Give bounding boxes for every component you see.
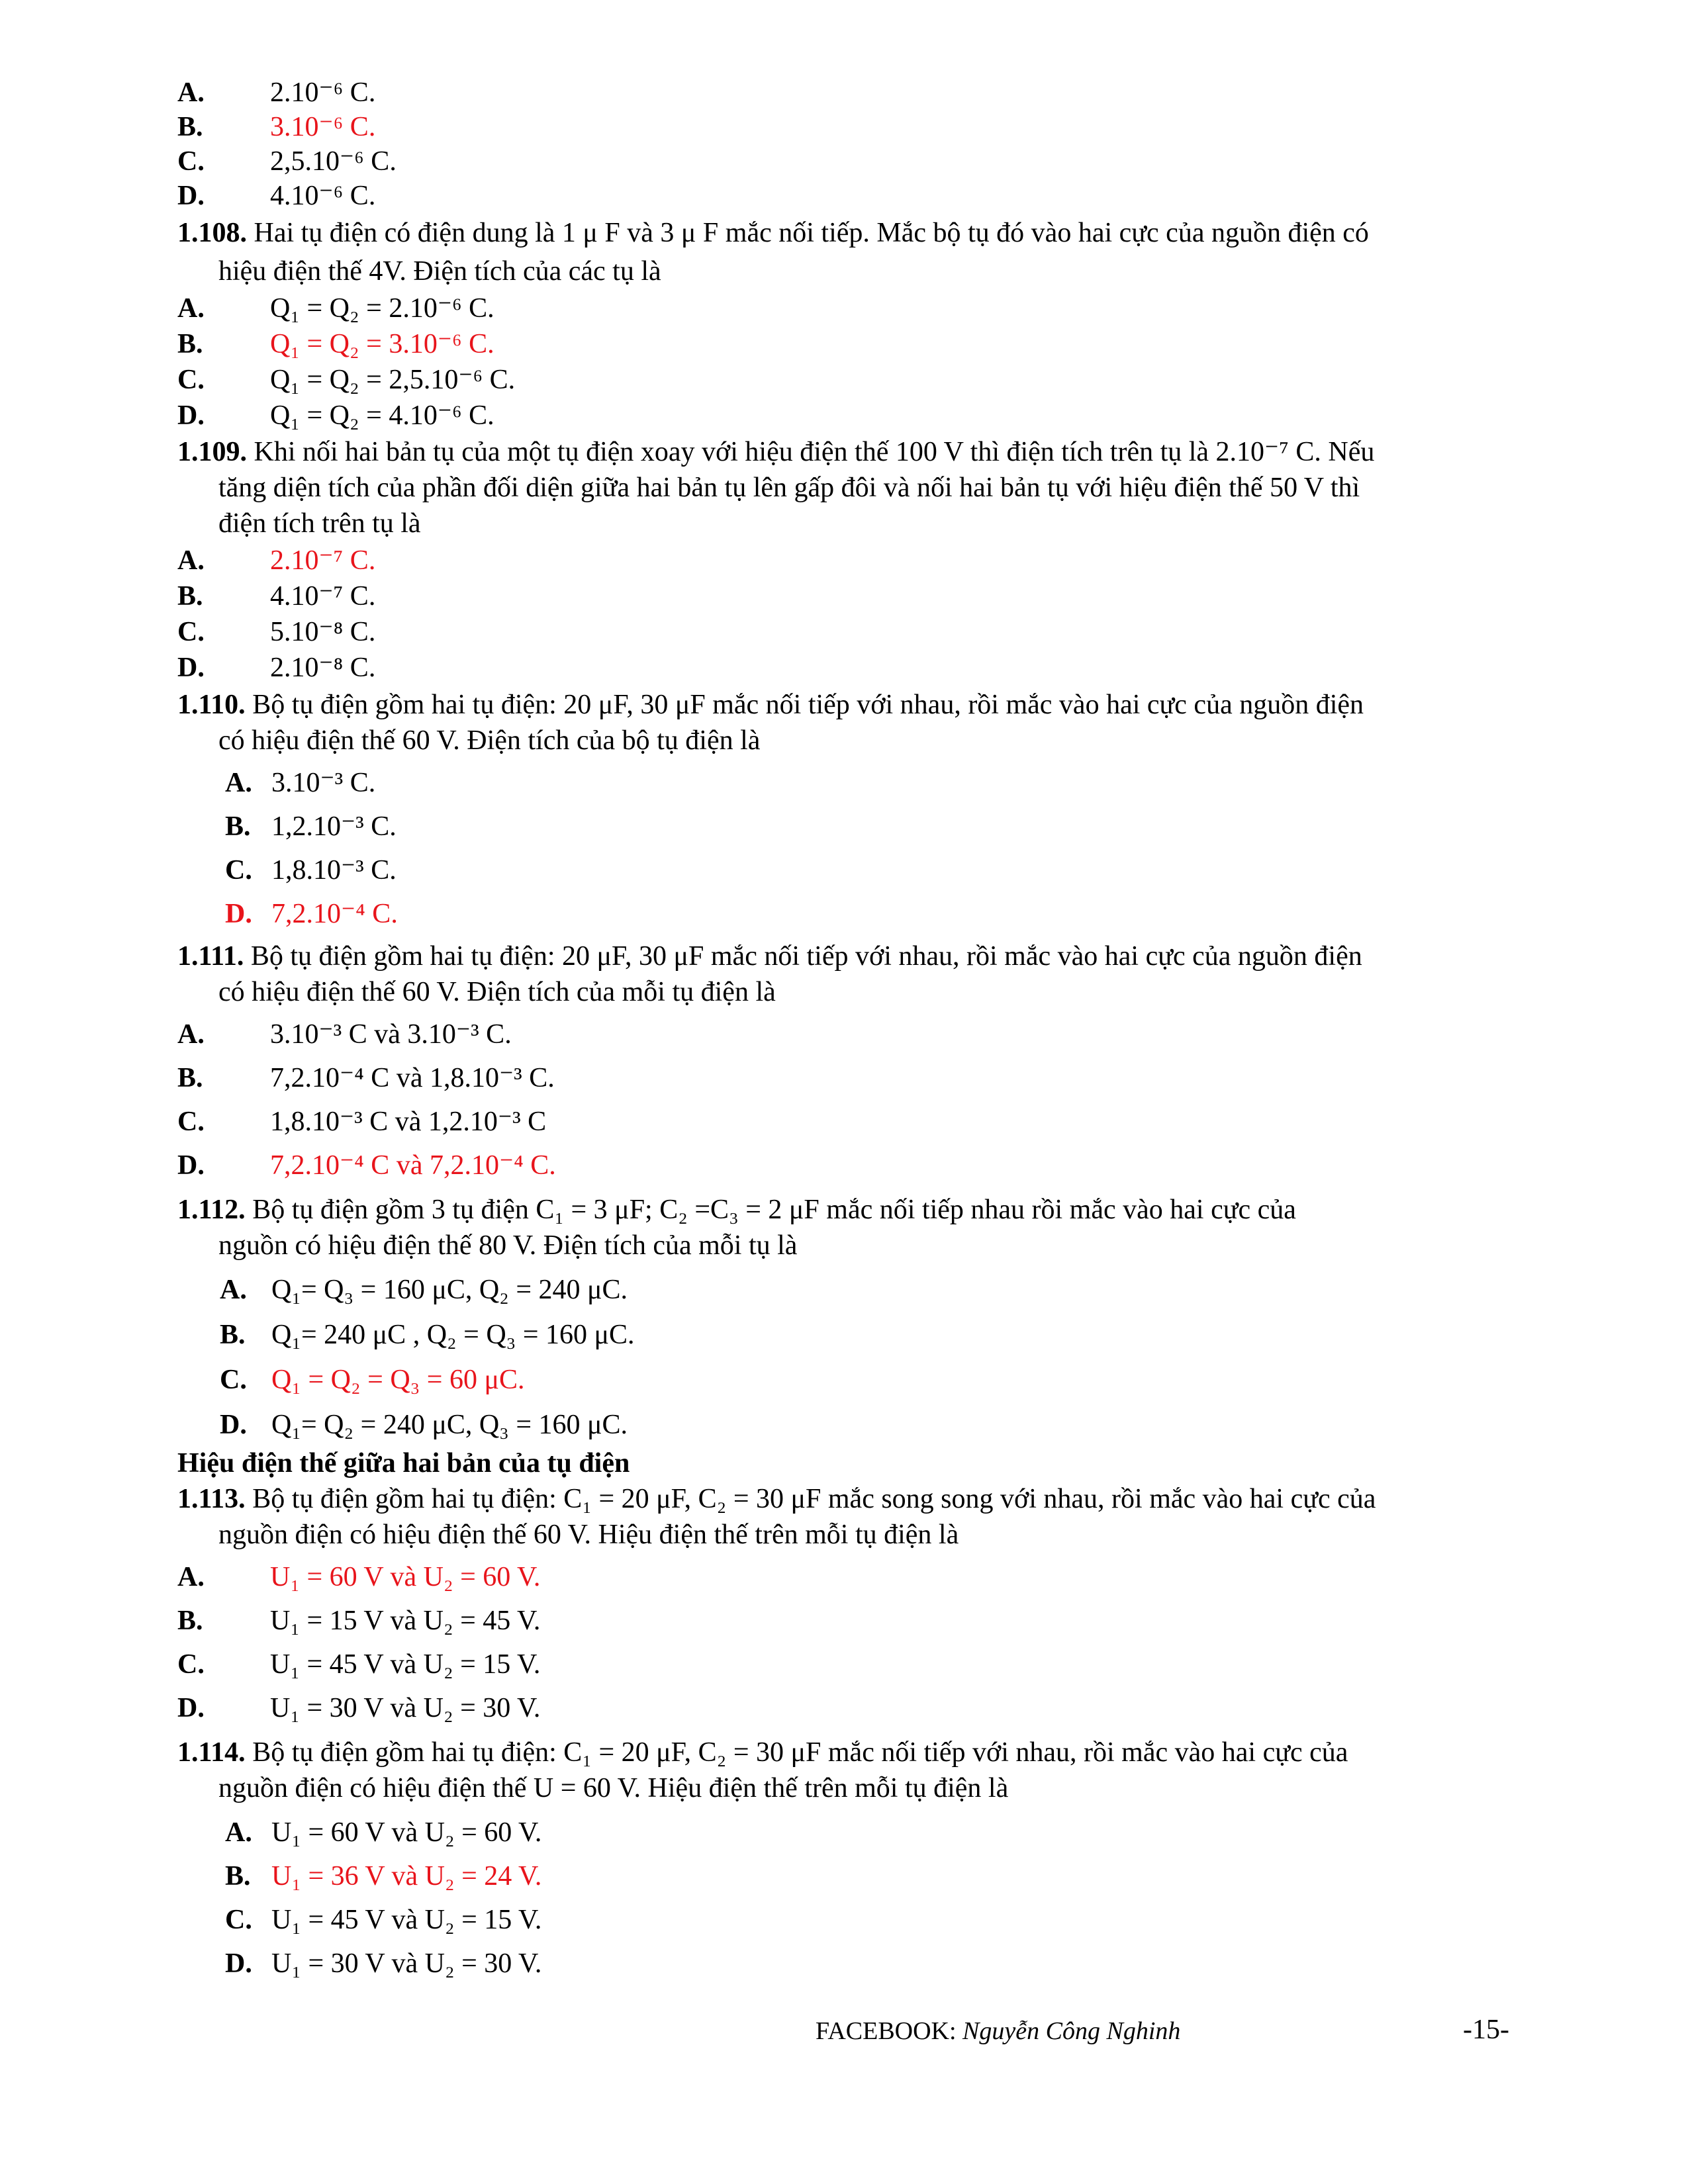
- correct-answer-text: 7,2.10⁻⁴ C và 7,2.10⁻⁴ C.: [270, 1150, 556, 1181]
- option-label: D.: [177, 1693, 205, 1723]
- option-label: B.: [177, 581, 203, 612]
- question-stem: Bộ tụ điện gồm 3 tụ điện C₁ = 3 μF; C₂ =C₃ = 2 μF mắc nối tiếp nhau rồi mắc vào hai cực của: [252, 1195, 1296, 1225]
- section-heading: Hiệu điện thế giữa hai bản của tụ điện: [177, 1448, 630, 1479]
- question-stem: Bộ tụ điện gồm hai tụ điện: 20 μF, 30 μF mắc nối tiếp với nhau, rồi mắc vào hai cực của nguồn điện: [250, 941, 1362, 972]
- option-label: D.: [177, 181, 205, 211]
- option-text: 4.10⁻⁷ C.: [270, 581, 376, 612]
- option-label: D.: [225, 899, 252, 929]
- option-label: C.: [177, 1107, 205, 1137]
- option-label: D.: [220, 1410, 247, 1440]
- option-label: D.: [177, 400, 205, 431]
- q108-stem-line-1: [177, 216, 1369, 250]
- option-text: 2.10⁻⁶ C.: [270, 77, 376, 108]
- q112-stem-line-2: nguồn có hiệu điện thế 80 V. Điện tích của mỗi tụ là: [218, 1230, 798, 1261]
- option-text: Q₁ = Q₂ = 4.10⁻⁶ C.: [270, 400, 494, 431]
- question-number: 1.111.: [177, 941, 244, 972]
- option-label: A.: [177, 545, 205, 576]
- option-text: U₁ = 60 V và U₂ = 60 V.: [271, 1817, 542, 1848]
- option-text: 4.10⁻⁶ C.: [270, 181, 376, 211]
- q113-stem-line-2: nguồn điện có hiệu điện thế 60 V. Hiệu điện thế trên mỗi tụ điện là: [218, 1520, 959, 1550]
- option-label: A.: [225, 768, 252, 798]
- option-text: Q₁ = Q₂ = 2,5.10⁻⁶ C.: [270, 365, 516, 395]
- option-label: C.: [220, 1365, 247, 1395]
- q114-stem-line-1: [177, 1736, 1348, 1769]
- question-number: 1.114.: [177, 1737, 246, 1768]
- option-text: 2.10⁻⁸ C.: [270, 653, 376, 683]
- question-stem: Khi nối hai bản tụ của một tụ điện xoay với hiệu điện thế 100 V thì điện tích trên tụ là 2.10⁻⁷ C. Nếu: [254, 437, 1375, 467]
- correct-answer-text: U₁ = 60 V và U₂ = 60 V.: [270, 1562, 541, 1592]
- question-number: 1.110.: [177, 690, 246, 720]
- question-stem: Hai tụ điện có điện dung là 1 μ F và 3 μ F mắc nối tiếp. Mắc bộ tụ đó vào hai cực của nguồn điện có: [254, 218, 1369, 248]
- option-label: A.: [220, 1275, 247, 1305]
- q109-stem-line-2: tăng diện tích của phần đối diện giữa hai bản tụ lên gấp đôi và nối hai bản tụ với hiệu điện thế 50 V thì: [218, 473, 1360, 503]
- correct-answer-text: 7,2.10⁻⁴ C.: [271, 899, 398, 929]
- option-label: B.: [177, 112, 203, 142]
- question-stem: Bộ tụ điện gồm hai tụ điện: 20 μF, 30 μF mắc nối tiếp với nhau, rồi mắc vào hai cực của nguồn điện: [252, 690, 1364, 720]
- option-label: B.: [177, 1606, 203, 1636]
- footer-author-name: Nguyễn Công Nghinh: [962, 2017, 1181, 2045]
- option-label: C.: [177, 1649, 205, 1680]
- correct-answer-text: Q₁ = Q₂ = Q₃ = 60 μC.: [271, 1365, 525, 1395]
- question-number: 1.109.: [177, 437, 247, 467]
- footer-facebook-label: FACEBOOK:: [816, 2017, 957, 2045]
- option-text: U₁ = 30 V và U₂ = 30 V.: [270, 1693, 541, 1723]
- option-label: C.: [225, 1905, 252, 1935]
- correct-answer-text: 2.10⁻⁷ C.: [270, 545, 376, 576]
- question-number: 1.112.: [177, 1195, 246, 1225]
- q109-stem-line-3: điện tích trên tụ là: [218, 508, 421, 539]
- question-number: 1.113.: [177, 1484, 246, 1514]
- option-label: B.: [225, 811, 251, 842]
- footer-credit: [816, 2015, 1180, 2048]
- q111-stem-line-1: [177, 940, 1362, 973]
- q110-stem-line-1: [177, 688, 1364, 721]
- correct-answer-text: Q₁ = Q₂ = 3.10⁻⁶ C.: [270, 329, 494, 359]
- option-label: A.: [225, 1817, 252, 1848]
- option-label: A.: [177, 1562, 205, 1592]
- option-text: 3.10⁻³ C.: [271, 768, 376, 798]
- option-label: A.: [177, 1019, 205, 1050]
- option-text: U₁ = 45 V và U₂ = 15 V.: [270, 1649, 541, 1680]
- option-label: C.: [177, 617, 205, 647]
- option-label: B.: [225, 1861, 251, 1891]
- option-text: 1,2.10⁻³ C.: [271, 811, 397, 842]
- question-stem: Bộ tụ điện gồm hai tụ điện: C₁ = 20 μF, C₂ = 30 μF mắc song song với nhau, rồi mắc vào hai cực của: [252, 1484, 1376, 1514]
- option-text: Q₁ = Q₂ = 2.10⁻⁶ C.: [270, 293, 494, 324]
- option-label: B.: [220, 1320, 246, 1350]
- option-text: U₁ = 15 V và U₂ = 45 V.: [270, 1606, 541, 1636]
- option-label: A.: [177, 77, 205, 108]
- q110-stem-line-2: có hiệu điện thế 60 V. Điện tích của bộ tụ điện là: [218, 725, 761, 756]
- option-label: C.: [225, 855, 252, 886]
- option-label: C.: [177, 146, 205, 177]
- option-text: Q₁= 240 μC , Q₂ = Q₃ = 160 μC.: [271, 1320, 635, 1350]
- option-text: 1,8.10⁻³ C và 1,2.10⁻³ C: [270, 1107, 547, 1137]
- option-label: B.: [177, 329, 203, 359]
- option-label: D.: [177, 1150, 205, 1181]
- q109-stem-line-1: [177, 435, 1374, 469]
- option-text: 7,2.10⁻⁴ C và 1,8.10⁻³ C.: [270, 1063, 555, 1093]
- option-text: Q₁= Q₃ = 160 μC, Q₂ = 240 μC.: [271, 1275, 628, 1305]
- question-stem: Bộ tụ điện gồm hai tụ điện: C₁ = 20 μF, C₂ = 30 μF mắc nối tiếp với nhau, rồi mắc vào hai cực của: [252, 1737, 1348, 1768]
- q111-stem-line-2: có hiệu điện thế 60 V. Điện tích của mỗi tụ điện là: [218, 977, 776, 1007]
- correct-answer-text: 3.10⁻⁶ C.: [270, 112, 376, 142]
- q112-stem-line-1: [177, 1193, 1296, 1226]
- q113-stem-line-1: [177, 1482, 1376, 1516]
- option-text: Q₁= Q₂ = 240 μC, Q₃ = 160 μC.: [271, 1410, 628, 1440]
- option-label: C.: [177, 365, 205, 395]
- option-text: 5.10⁻⁸ C.: [270, 617, 376, 647]
- question-number: 1.108.: [177, 218, 247, 248]
- correct-answer-text: U₁ = 36 V và U₂ = 24 V.: [271, 1861, 542, 1891]
- q114-stem-line-2: nguồn điện có hiệu điện thế U = 60 V. Hiệu điện thế trên mỗi tụ điện là: [218, 1773, 1009, 1803]
- page-number: -15-: [1463, 2015, 1509, 2045]
- q108-stem-line-2: hiệu điện thế 4V. Điện tích của các tụ là: [218, 256, 661, 287]
- option-label: B.: [177, 1063, 203, 1093]
- option-text: 1,8.10⁻³ C.: [271, 855, 397, 886]
- option-label: D.: [225, 1948, 252, 1979]
- option-text: U₁ = 45 V và U₂ = 15 V.: [271, 1905, 542, 1935]
- option-label: A.: [177, 293, 205, 324]
- option-text: 2,5.10⁻⁶ C.: [270, 146, 397, 177]
- option-text: 3.10⁻³ C và 3.10⁻³ C.: [270, 1019, 512, 1050]
- option-text: U₁ = 30 V và U₂ = 30 V.: [271, 1948, 542, 1979]
- option-label: D.: [177, 653, 205, 683]
